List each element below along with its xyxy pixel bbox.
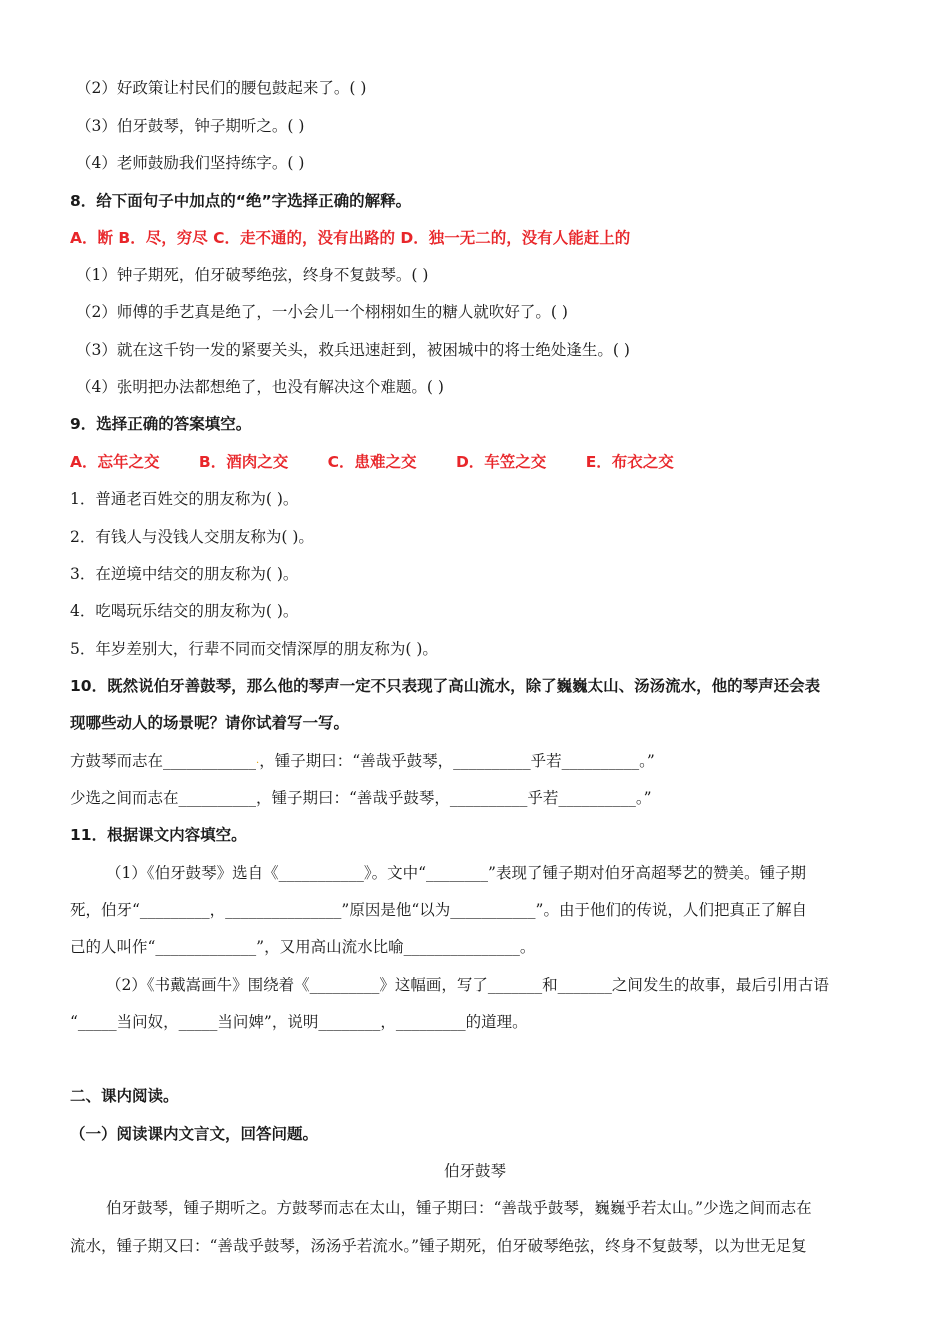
q9-item-2: 2．有钱人与没钱人交朋友称为( )。 <box>70 528 314 546</box>
q9-option-b: B．酒肉之交 <box>198 453 289 471</box>
q9-option-c: C．患难之交 <box>327 453 417 471</box>
q10-title-line-1: 10．既然说伯牙善鼓琴，那么他的琴声一定不只表现了高山流水，除了巍巍太山、汤汤流水，他的琴声还会表 <box>70 677 821 695</box>
q9-item-4: 4．吃喝玩乐结交的朋友称为( )。 <box>70 602 299 620</box>
passage-line-1: 伯牙鼓琴，锺子期听之。方鼓琴而志在太山，锺子期曰：“善哉乎鼓琴，巍巍乎若太山。”少选之间而志在 <box>106 1199 812 1217</box>
q9-title: 9．选择正确的答案填空。 <box>70 415 252 433</box>
q11-p2-line-2[interactable]: “_____当问奴，_____当问婢”，说明________，_________的道理。 <box>70 1013 528 1031</box>
q11-title: 11．根据课文内容填空。 <box>70 826 247 844</box>
part2-subtitle: （一）阅读课内文言文，回答问题。 <box>70 1125 319 1143</box>
part2-title: 二、课内阅读。 <box>70 1087 179 1105</box>
q7-item-4: （4）老师鼓励我们坚持练字。( ) <box>76 154 305 172</box>
q8-item-3: （3）就在这千钧一发的紧要关头，救兵迅速赶到，被困城中的将士绝处逢生。( ) <box>76 341 630 359</box>
q9-option-a: A．忘年之交 <box>70 453 160 471</box>
q8-options: A．断 B．尽，穷尽 C．走不通的，没有出路的 D．独一无二的，没有人能赶上的 <box>70 229 631 247</box>
q7-item-2: （2）好政策让村民们的腰包鼓起来了。( ) <box>76 79 367 97</box>
q10-title-line-2: 现哪些动人的场景呢？请你试着写一写。 <box>70 714 350 732</box>
q11-p1-line-3[interactable]: 己的人叫作“_____________”，又用高山流水比喻_______________。 <box>70 938 536 956</box>
q7-item-3: （3）伯牙鼓琴，钟子期听之。( ) <box>76 117 305 135</box>
q11-p1-line-2[interactable]: 死，伯牙“_________，_______________”原因是他“以为___________”。由于他们的传说，人们把真正了解自 <box>70 901 807 919</box>
q10-line1-blank[interactable]: ____________ <box>163 752 257 770</box>
q11-p2-line-1[interactable]: （2）《书戴嵩画牛》围绕着《_________》这幅画，写了_______和_______之间发生的故事，最后引用古语 <box>106 976 829 994</box>
q8-item-4: （4）张明把办法都想绝了，也没有解决这个难题。( ) <box>76 378 444 396</box>
q10-fill-line-1 <box>70 751 655 774</box>
q11-p1-line-1[interactable]: （1）《伯牙鼓琴》选自《___________》。文中“________”表现了锺子期对伯牙高超琴艺的赞美。锺子期 <box>106 864 806 882</box>
passage-line-2: 流水，锺子期又曰：“善哉乎鼓琴，汤汤乎若流水。”锺子期死，伯牙破琴绝弦，终身不复鼓琴，以为世无足复 <box>70 1237 807 1255</box>
q8-title: 8．给下面句子中加点的“绝”字选择正确的解释。 <box>70 192 412 210</box>
q9-item-3: 3．在逆境中结交的朋友称为( )。 <box>70 565 299 583</box>
q9-option-e: E．布衣之交 <box>585 453 674 471</box>
q9-item-5: 5．年岁差别大，行辈不同而交情深厚的朋友称为( )。 <box>70 640 438 658</box>
q10-line1-prefix: 方鼓琴而志在 <box>70 752 164 770</box>
q10-fill-line-2[interactable]: 少选之间而志在__________，锺子期曰：“善哉乎鼓琴，__________乎若__________。” <box>70 789 652 807</box>
q10-line1-dot: · <box>256 758 260 769</box>
q8-item-2: （2）师傅的手艺真是绝了，一小会儿一个栩栩如生的糖人就吹好了。( ) <box>76 303 568 321</box>
passage-title: 伯牙鼓琴 <box>443 1162 506 1180</box>
q9-option-d: D．车笠之交 <box>455 453 547 471</box>
q10-line1-suffix: ，锺子期曰：“善哉乎鼓琴，__________乎若__________。” <box>259 752 655 770</box>
q9-item-1: 1．普通老百姓交的朋友称为( )。 <box>70 490 299 508</box>
q9-options <box>70 452 708 472</box>
q8-item-1: （1）钟子期死，伯牙破琴绝弦，终身不复鼓琴。( ) <box>76 266 429 284</box>
